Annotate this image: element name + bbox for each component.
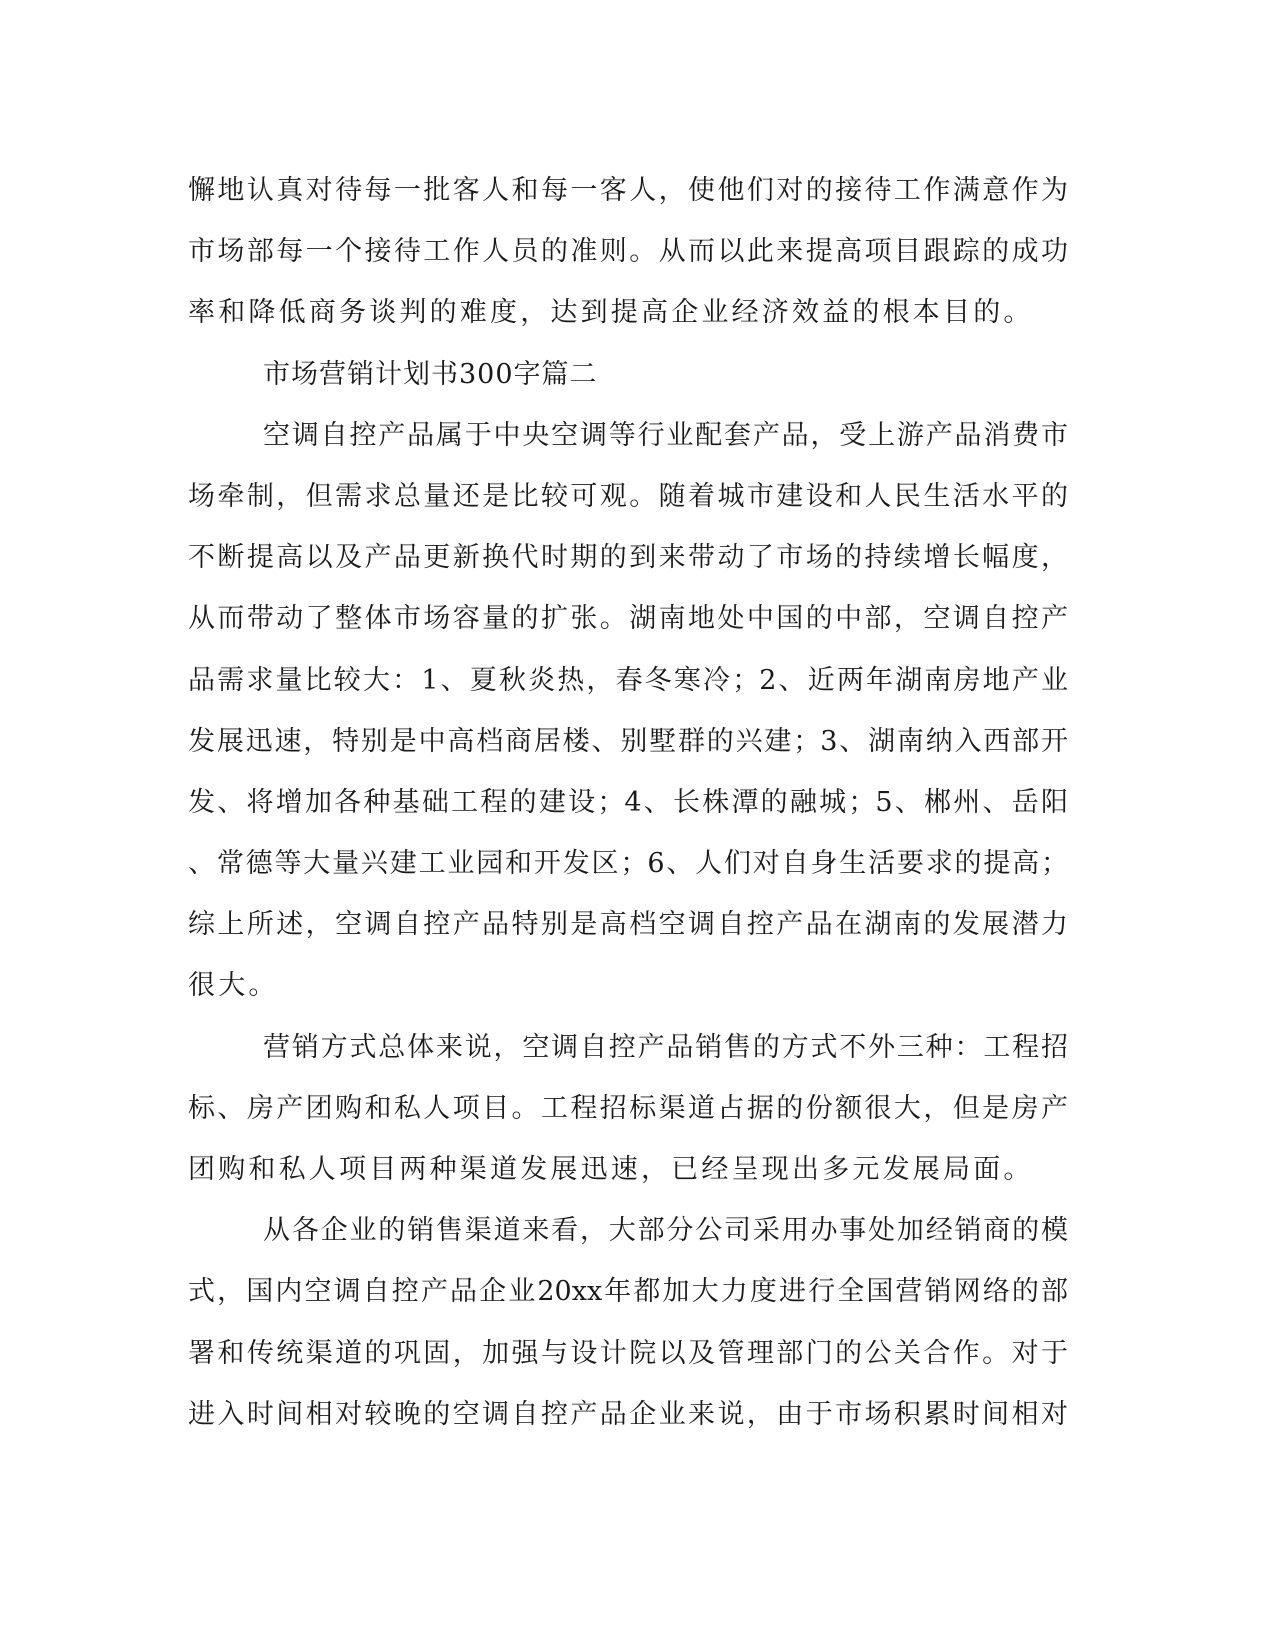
text-line: 营销方式总体来说，空调自控产品销售的方式不外三种：工程招 bbox=[263, 1031, 1068, 1063]
text-line: 品需求量比较大：1、夏秋炎热，春冬寒冷；2、近两年湖南房地产业 bbox=[188, 664, 1068, 696]
text-line: 不断提高以及产品更新换代时期的到来带动了市场的持续增长幅度， bbox=[188, 542, 1068, 574]
text-line: 发、将增加各种基础工程的建设；4、长株潭的融城；5、郴州、岳阳 bbox=[188, 786, 1068, 818]
text-line: 标、房产团购和私人项目。工程招标渠道占据的份额很大，但是房产 bbox=[188, 1092, 1068, 1124]
text-line: 很大。 bbox=[188, 970, 279, 1002]
section-heading: 市场营销计划书300字篇二 bbox=[263, 358, 598, 390]
text-line: 市场部每一个接待工作人员的准则。从而以此来提高项目跟踪的成功 bbox=[188, 236, 1068, 268]
text-line: 懈地认真对待每一批客人和每一客人，使他们对的接待工作满意作为 bbox=[188, 175, 1068, 206]
text-line: 发展迅速，特别是中高档商居楼、别墅群的兴建；3、湖南纳入西部开 bbox=[188, 725, 1068, 757]
text-line: 从各企业的销售渠道来看，大部分公司采用办事处加经销商的模 bbox=[263, 1215, 1068, 1247]
text-line: 场牵制，但需求总量还是比较可观。随着城市建设和人民生活水平的 bbox=[188, 480, 1068, 512]
document-body bbox=[188, 160, 1068, 1445]
text-line: 式，国内空调自控产品企业20xx年都加大力度进行全国营销网络的部 bbox=[188, 1276, 1068, 1308]
text-line: 署和传统渠道的巩固，加强与设计院以及管理部门的公关合作。对于 bbox=[188, 1337, 1068, 1369]
text-line: 综上所述，空调自控产品特别是高档空调自控产品在湖南的发展潜力 bbox=[188, 909, 1068, 941]
text-line: 进入时间相对较晚的空调自控产品企业来说，由于市场积累时间相对 bbox=[188, 1398, 1068, 1430]
text-line: 从而带动了整体市场容量的扩张。湖南地处中国的中部，空调自控产 bbox=[188, 603, 1068, 635]
text-line: 团购和私人项目两种渠道发展迅速，已经呈现出多元发展局面。 bbox=[188, 1154, 1034, 1185]
text-line: 空调自控产品属于中央空调等行业配套产品，受上游产品消费市 bbox=[263, 419, 1068, 451]
text-line: 率和降低商务谈判的难度，达到提高企业经济效益的根本目的。 bbox=[188, 297, 1034, 329]
text-line: 、常德等大量兴建工业园和开发区；6、人们对自身生活要求的提高； bbox=[188, 848, 1068, 880]
